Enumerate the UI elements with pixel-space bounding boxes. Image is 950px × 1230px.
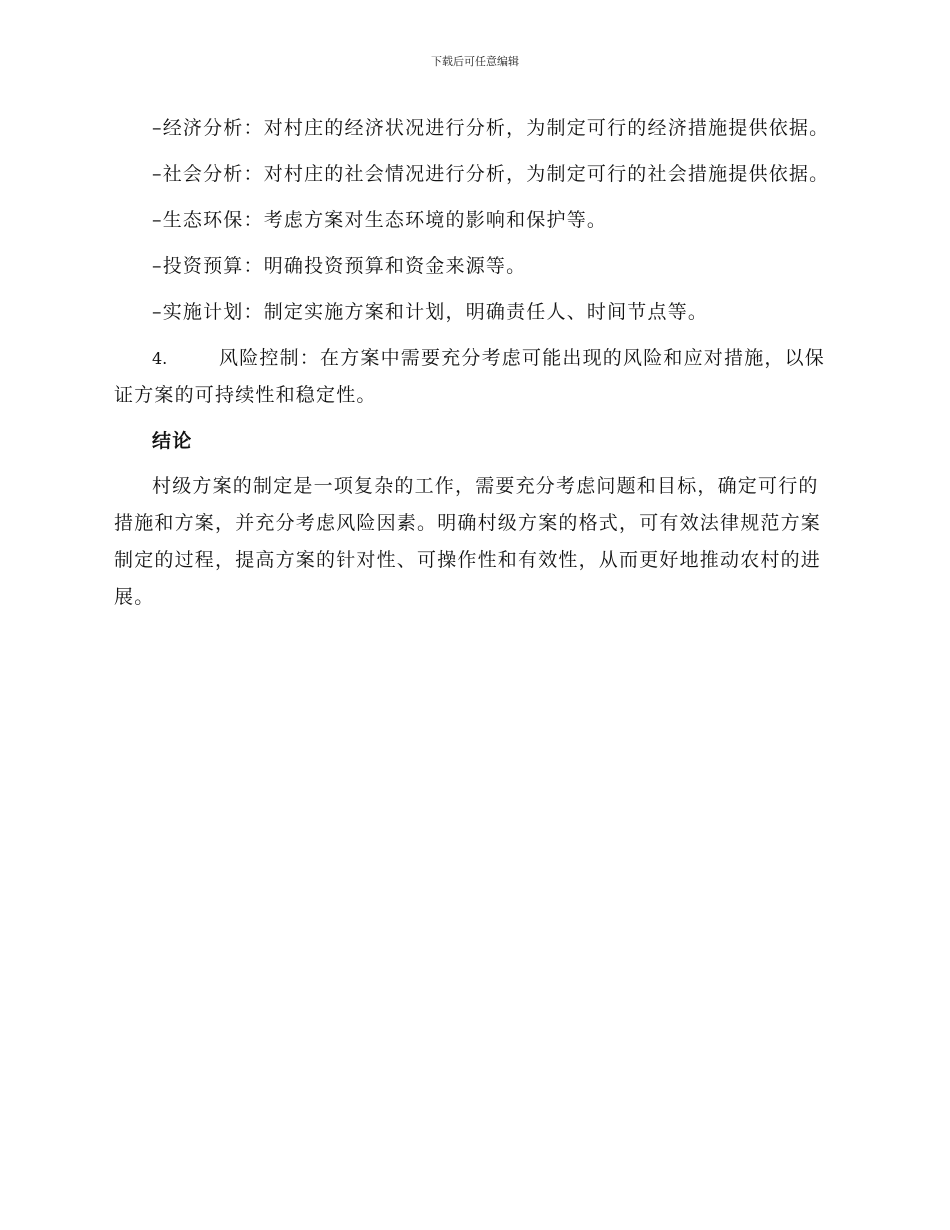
- list-item-implementation-plan: –实施计划：制定实施方案和计划，明确责任人、时间节点等。: [152, 301, 709, 323]
- numbered-item-risk-control: [114, 340, 830, 414]
- section-title-conclusion: 结论: [152, 430, 193, 452]
- list-item-investment-budget: –投资预算：明确投资预算和资金来源等。: [152, 255, 527, 277]
- page-header-note: 下载后可任意编辑: [431, 55, 519, 68]
- list-item-social-analysis: –社会分析：对村庄的社会情况进行分析，为制定可行的社会措施提供依据。: [152, 163, 830, 185]
- numbered-item-number: 4.: [152, 349, 168, 368]
- numbered-item-text: 风险控制：在方案中需要充分考虑可能出现的风险和应对措施，以保证方案的可持续性和稳定性。: [114, 347, 826, 406]
- conclusion-paragraph: 村级方案的制定是一项复杂的工作，需要充分考虑问题和目标，确定可行的措施和方案，并充分考虑风险因素。明确村级方案的格式，可有效法律规范方案制定的过程，提高方案的针对性、可操作性和有效性，从而更好地推动农村的进展。: [114, 475, 822, 608]
- list-item-economic-analysis: –经济分析：对村庄的经济状况进行分析，为制定可行的经济措施提供依据。: [152, 117, 830, 139]
- list-item-ecological-protection: –生态环保：考虑方案对生态环境的影响和保护等。: [152, 209, 608, 231]
- document-body: [114, 110, 830, 625]
